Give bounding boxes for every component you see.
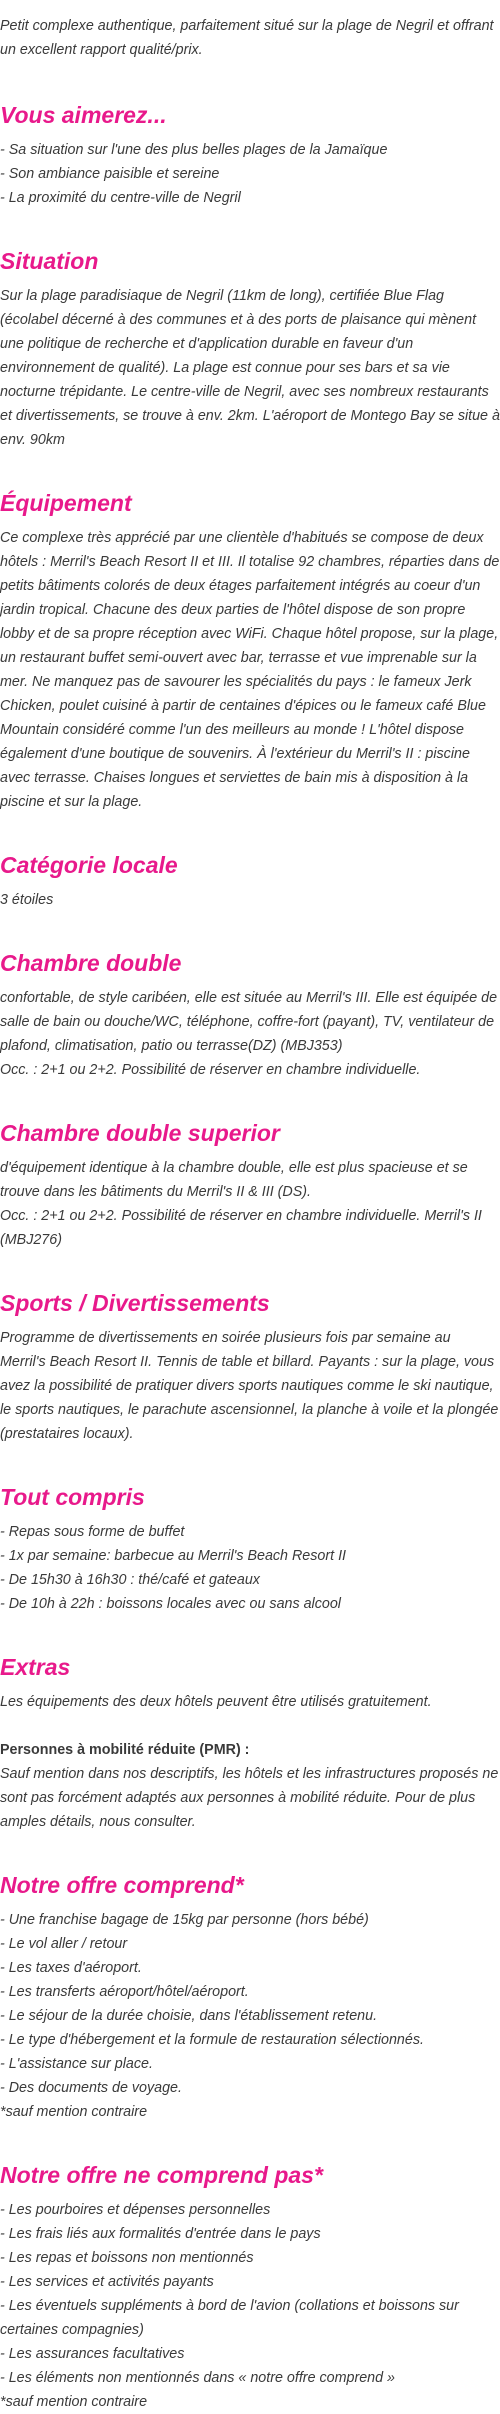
offre-ne-comprend-list: [0, 2198, 500, 2414]
categorie-text: 3 étoiles: [0, 892, 54, 908]
list-item: - De 15h30 à 16h30 : thé/café et gateaux: [0, 1572, 260, 1588]
list-item: - Sa situation sur l'une des plus belles plages de la Jamaïque: [0, 142, 388, 158]
list-item: - La proximité du centre-ville de Negril: [0, 190, 241, 206]
paragraph-line: Occ. : 2+1 ou 2+2. Possibilité de réserver en chambre individuelle. Merril's II (MBJ276): [0, 1208, 482, 1248]
section-title-situation: Situation: [0, 248, 99, 274]
paragraph-line: Occ. : 2+1 ou 2+2. Possibilité de réserver en chambre individuelle.: [0, 1062, 421, 1078]
footnote: *sauf mention contraire: [0, 2394, 148, 2410]
section-title-chambre-superior: Chambre double superior: [0, 1120, 280, 1146]
list-item: - 1x par semaine: barbecue au Merril's Beach Resort II: [0, 1548, 347, 1564]
section-title-categorie: Catégorie locale: [0, 852, 178, 878]
section-title-extras: Extras: [0, 1654, 71, 1680]
section-title-chambre-double: Chambre double: [0, 950, 182, 976]
list-item: - Son ambiance paisible et sereine: [0, 166, 220, 182]
list-item: - Le type d'hébergement et la formule de restauration sélectionnés.: [0, 2032, 424, 2048]
section-title-vous-aimerez: Vous aimerez...: [0, 102, 167, 128]
extras-text: Les équipements des deux hôtels peuvent être utilisés gratuitement.: [0, 1694, 432, 1710]
list-item: - Les frais liés aux formalités d'entrée dans le pays: [0, 2226, 321, 2242]
vous-aimerez-list: [0, 138, 500, 210]
section-title-equipement: Équipement: [0, 490, 132, 516]
list-item: - Les pourboires et dépenses personnelles: [0, 2202, 271, 2218]
list-item: - Des documents de voyage.: [0, 2080, 182, 2096]
list-item: - Une franchise bagage de 15kg par personne (hors bébé): [0, 1912, 369, 1928]
equipement-text: Ce complexe très apprécié par une clientèle d'habitués se compose de deux hôtels : Merril's Beach Resort II et III. Il totalise 92 chambres, réparties dans de petits bâtiments colorés de deux étages parfaitement intégrés au coeur d'un jardin tropical. Chacune des deux parties de l'hôtel dispose de son propre lobby et de sa propre réception avec WiFi. Chaque hôtel propose, sur la plage, un restaurant buffet semi-ouvert avec bar, terrasse et vue imprenable sur la mer. Ne manquez pas de savourer les spécialités du pays : le fameux Jerk Chicken, poulet cuisiné à partir de centaines d'épices ou le fameux café Blue Mountain considéré comme l'un des meilleurs au monde ! L'hôtel dispose également d'une boutique de souvenirs. À l'extérieur du Merril's II : piscine avec terrasse. Chaises longues et serviettes de bain mis à disposition à la piscine et sur la plage.: [0, 530, 500, 810]
list-item: - Les assurances facultatives: [0, 2346, 185, 2362]
list-item: - Les éventuels suppléments à bord de l'avion (collations et boissons sur certaines compagnies): [0, 2298, 459, 2338]
paragraph-line: d'équipement identique à la chambre double, elle est plus spacieuse et se trouve dans les bâtiments du Merril's II & III (DS).: [0, 1160, 468, 1200]
situation-text: Sur la plage paradisiaque de Negril (11km de long), certifiée Blue Flag (écolabel décerné à des communes et à des ports de plaisance qui mènent une politique de recherche et d'application durable en faveur d'un environnement de qualité). La plage est connue pour ses bars et sa vie nocturne trépidante. Le centre-ville de Negril, avec ses nombreux restaurants et divertissements, se trouve à env. 2km. L'aéroport de Montego Bay se situe à env. 90km: [0, 288, 500, 448]
list-item: - Les repas et boissons non mentionnés: [0, 2250, 254, 2266]
sports-text: Programme de divertissements en soirée plusieurs fois par semaine au Merril's Beach Resort II. Tennis de table et billard. Payants : sur la plage, vous avez la possibilité de pratiquer divers sports nautiques comme le ski nautique, le sports nautiques, le parachute ascensionnel, la planche à voile et la plongée (prestataires locaux).: [0, 1330, 499, 1442]
pmr-text: Sauf mention dans nos descriptifs, les hôtels et les infrastructures proposés ne sont pas forcément adaptés aux personnes à mobilité réduite. Pour de plus amples détails, nous consulter.: [0, 1766, 499, 1830]
intro-text: Petit complexe authentique, parfaitement situé sur la plage de Negril et offrant un excellent rapport qualité/prix.: [0, 18, 494, 58]
list-item: - Les services et activités payants: [0, 2274, 214, 2290]
list-item: - Les taxes d'aéroport.: [0, 1960, 142, 1976]
offre-comprend-list: [0, 1908, 500, 2124]
pmr-block: [0, 1738, 500, 1834]
chambre-superior-text: [0, 1156, 500, 1252]
section-title-offre-ne-comprend: Notre offre ne comprend pas*: [0, 2162, 323, 2188]
pmr-title: Personnes à mobilité réduite (PMR) :: [0, 1742, 250, 1758]
list-item: - Repas sous forme de buffet: [0, 1524, 185, 1540]
tout-compris-list: [0, 1520, 500, 1616]
list-item: - Les éléments non mentionnés dans « notre offre comprend »: [0, 2370, 395, 2386]
section-title-tout-compris: Tout compris: [0, 1484, 145, 1510]
chambre-double-text: [0, 986, 500, 1082]
list-item: - Le séjour de la durée choisie, dans l'établissement retenu.: [0, 2008, 378, 2024]
list-item: - L'assistance sur place.: [0, 2056, 153, 2072]
list-item: - De 10h à 22h : boissons locales avec ou sans alcool: [0, 1596, 341, 1612]
section-title-sports: Sports / Divertissements: [0, 1290, 270, 1316]
list-item: - Les transferts aéroport/hôtel/aéroport.: [0, 1984, 249, 2000]
section-title-offre-comprend: Notre offre comprend*: [0, 1872, 244, 1898]
list-item: - Le vol aller / retour: [0, 1936, 128, 1952]
paragraph-line: confortable, de style caribéen, elle est située au Merril's III. Elle est équipée de salle de bain ou douche/WC, téléphone, coffre-fort (payant), TV, ventilateur de plafond, climatisation, patio ou terrasse(DZ) (MBJ353): [0, 990, 498, 1054]
footnote: *sauf mention contraire: [0, 2104, 148, 2120]
